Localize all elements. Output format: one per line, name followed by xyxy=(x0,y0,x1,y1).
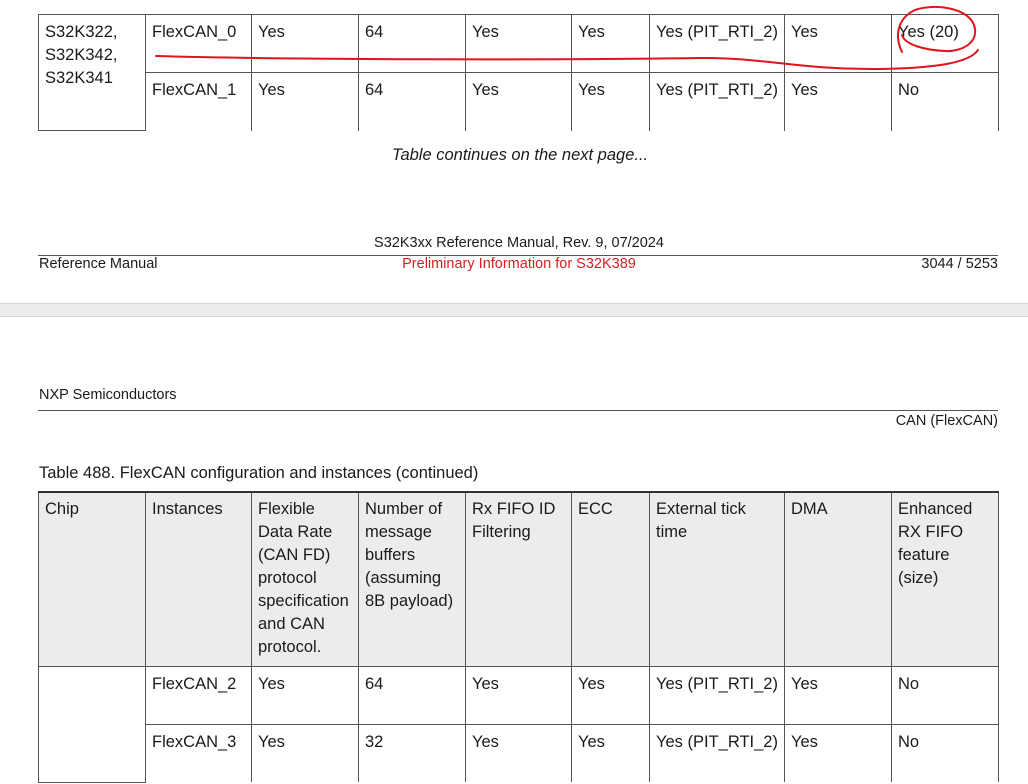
message-buffers-cell: 64 xyxy=(359,73,466,131)
column-header-chip: Chip xyxy=(39,492,146,666)
can-fd-cell: Yes xyxy=(252,15,359,73)
header-section: CAN (FlexCAN) xyxy=(895,413,998,429)
dma-cell: Yes xyxy=(785,73,892,131)
page-separator xyxy=(0,303,1028,317)
can-fd-cell: Yes xyxy=(252,73,359,131)
column-header-ecc: ECC xyxy=(572,492,650,666)
table-row xyxy=(39,724,999,782)
ecc-cell: Yes xyxy=(572,15,650,73)
pdf-page-top xyxy=(0,0,1028,303)
instance-cell: FlexCAN_1 xyxy=(146,73,252,131)
ecc-cell: Yes xyxy=(572,724,650,782)
enhanced-rx-fifo-cell: No xyxy=(892,724,999,782)
tick-time-cell: Yes (PIT_RTI_2) xyxy=(650,73,785,131)
rx-fifo-id-cell: Yes xyxy=(466,724,572,782)
can-fd-cell: Yes xyxy=(252,666,359,724)
dma-cell: Yes xyxy=(785,15,892,73)
column-header-can-fd: Flexible Data Rate (CAN FD) protocol specification and CAN protocol. xyxy=(252,492,359,666)
pdf-page-bottom xyxy=(0,317,1028,784)
header-divider xyxy=(38,410,998,411)
column-header-tick-time: External tick time xyxy=(650,492,785,666)
table-row xyxy=(39,73,999,131)
column-header-rx-fifo-id: Rx FIFO ID Filtering xyxy=(466,492,572,666)
instance-cell: FlexCAN_2 xyxy=(146,666,252,724)
table-header-row xyxy=(39,492,999,666)
column-header-instances: Instances xyxy=(146,492,252,666)
flexcan-table-top xyxy=(38,14,999,131)
flexcan-table-continued xyxy=(38,491,999,783)
message-buffers-cell: 32 xyxy=(359,724,466,782)
dma-cell: Yes xyxy=(785,666,892,724)
tick-time-cell: Yes (PIT_RTI_2) xyxy=(650,666,785,724)
table-continues-note: Table continues on the next page... xyxy=(391,146,649,164)
message-buffers-cell: 64 xyxy=(359,15,466,73)
tick-time-cell: Yes (PIT_RTI_2) xyxy=(650,15,785,73)
column-header-message-buffers: Number of message buffers (assuming 8B payload) xyxy=(359,492,466,666)
enhanced-rx-fifo-cell: No xyxy=(892,666,999,724)
table-caption: Table 488. FlexCAN configuration and instances (continued) xyxy=(39,464,479,482)
footer-preliminary-notice: Preliminary Information for S32K389 xyxy=(402,256,636,272)
ecc-cell: Yes xyxy=(572,73,650,131)
column-header-enhanced-rx-fifo: Enhanced RX FIFO feature (size) xyxy=(892,492,999,666)
header-company: NXP Semiconductors xyxy=(39,387,177,403)
rx-fifo-id-cell: Yes xyxy=(466,666,572,724)
chip-cell: S32K322, S32K342, S32K341 xyxy=(39,15,146,131)
can-fd-cell: Yes xyxy=(252,724,359,782)
rx-fifo-id-cell: Yes xyxy=(466,73,572,131)
column-header-dma: DMA xyxy=(785,492,892,666)
dma-cell: Yes xyxy=(785,724,892,782)
message-buffers-cell: 64 xyxy=(359,666,466,724)
table-row xyxy=(39,666,999,724)
instance-cell: FlexCAN_0 xyxy=(146,15,252,73)
ecc-cell: Yes xyxy=(572,666,650,724)
footer-page-number: 3044 / 5253 xyxy=(921,256,998,272)
enhanced-rx-fifo-cell: No xyxy=(892,73,999,131)
instance-cell: FlexCAN_3 xyxy=(146,724,252,782)
tick-time-cell: Yes (PIT_RTI_2) xyxy=(650,724,785,782)
rx-fifo-id-cell: Yes xyxy=(466,15,572,73)
chip-cell xyxy=(39,666,146,782)
footer-document-title: S32K3xx Reference Manual, Rev. 9, 07/2024 xyxy=(374,235,664,251)
table-row xyxy=(39,15,999,73)
enhanced-rx-fifo-cell: Yes (20) xyxy=(892,15,999,73)
footer-left-label: Reference Manual xyxy=(39,256,158,272)
